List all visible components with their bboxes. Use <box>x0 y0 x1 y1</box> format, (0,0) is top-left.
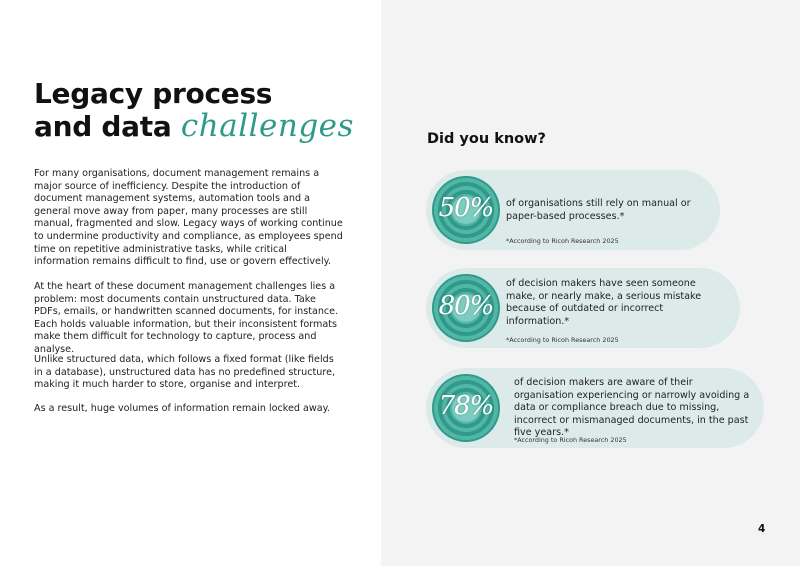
stat-source: *According to Ricoh Research 2025 <box>506 237 619 245</box>
stat-card-1 <box>426 170 720 250</box>
stat-circle-icon <box>432 176 500 244</box>
title-line-2-plain: and data <box>34 110 181 143</box>
stat-source: *According to Ricoh Research 2025 <box>514 436 627 444</box>
stat-description: of decision makers are aware of their organisation experiencing or narrowly avoiding a data or compliance breach due to missing, incorrect or mismanaged documents, in the past five years.* <box>514 377 750 439</box>
stat-card-2 <box>426 268 740 348</box>
stat-circle-icon <box>432 274 500 342</box>
title-line-2 <box>34 110 364 143</box>
stat-card-3 <box>426 368 764 448</box>
page-number: 4 <box>758 523 766 535</box>
stat-source: *According to Ricoh Research 2025 <box>506 336 619 344</box>
body-paragraph-3: Unlike structured data, which follows a fixed format (like fields in a database), unstructured data has no predefined structure, making it much harder to store, organise and interpret. <box>34 354 336 391</box>
body-paragraph-1: For many organisations, document management remains a major source of inefficiency. Despite the introduction of document management systems, automation tools and a general move away from paper, many processes are still manual, fragmented and slow. Legacy ways of working continue to undermine productivity and compliance, as employees spend time on repetitive administrative tasks, while critical information remains difficult to find, use or govern effectively. <box>34 168 343 268</box>
page-title <box>34 77 364 143</box>
did-you-know-title: Did you know? <box>427 131 546 147</box>
stat-circle-icon <box>432 374 500 442</box>
body-paragraph-4: As a result, huge volumes of information remain locked away. <box>34 403 330 414</box>
stat-value: 80% <box>438 291 494 321</box>
title-script-word: challenges <box>180 108 354 144</box>
stat-description: of decision makers have seen someone make, or nearly make, a serious mistake because of outdated or incorrect information.* <box>506 278 702 327</box>
stat-value: 78% <box>438 391 494 421</box>
stat-description: of organisations still rely on manual or paper-based processes.* <box>506 198 691 222</box>
title-line-1: Legacy process <box>34 77 273 110</box>
body-paragraph-2: At the heart of these document management challenges lies a problem: most documents contain unstructured data. Take PDFs, emails, or handwritten scanned documents, for instance. Each holds valuable information, but their inconsistent formats make them difficult for technology to capture, process and analyse. <box>34 281 339 355</box>
stat-value: 50% <box>438 193 494 223</box>
